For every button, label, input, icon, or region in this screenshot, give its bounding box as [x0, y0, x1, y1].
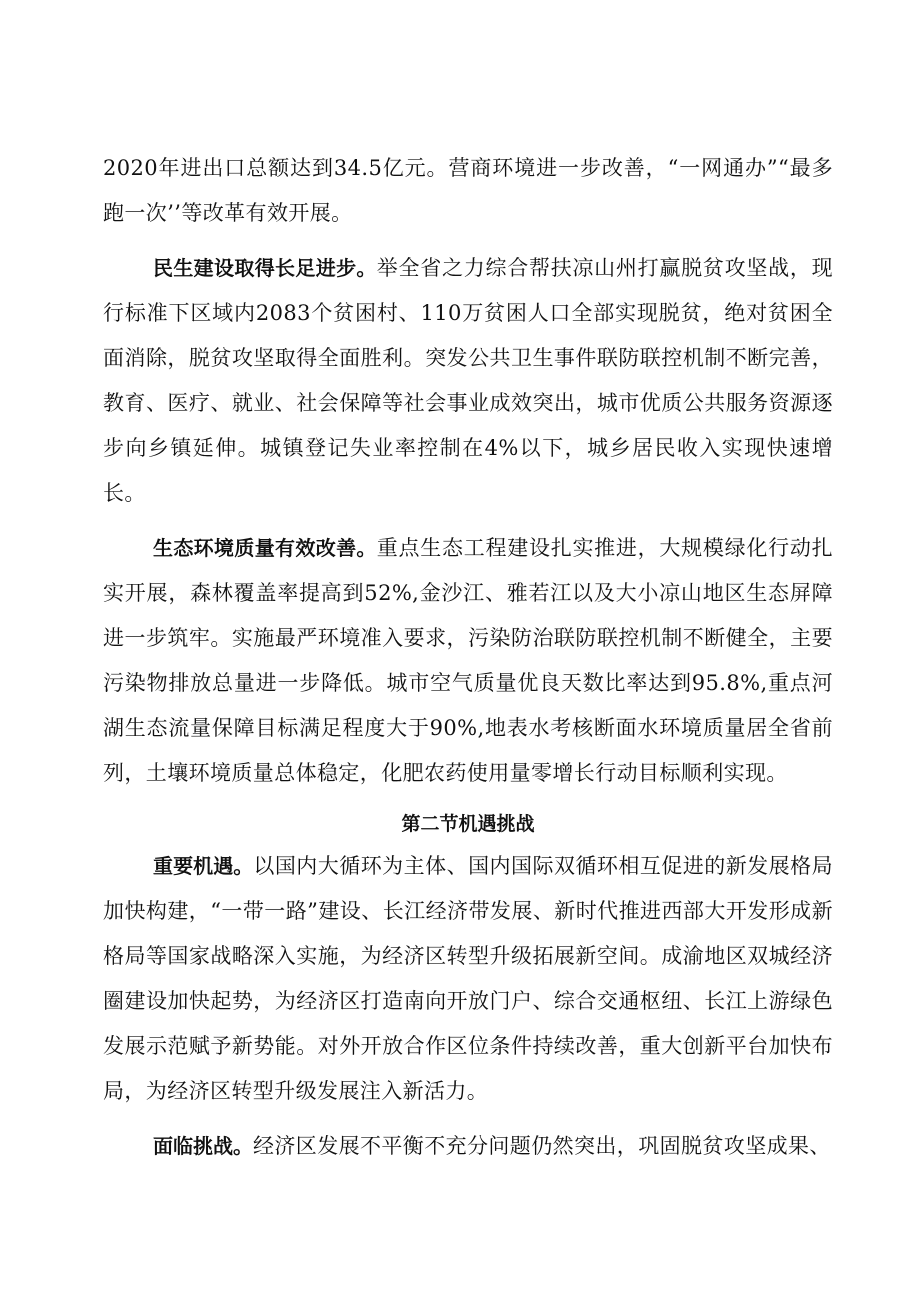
paragraph-lead-heading: 面临挑战。 [153, 1134, 253, 1158]
paragraph-livelihood [103, 246, 833, 516]
paragraph-lead-heading: 生态环境质量有效改善。 [153, 536, 377, 560]
paragraph-challenges [103, 1124, 833, 1169]
paragraph-ecology [103, 526, 833, 796]
paragraph-text: 2020年进出口总额达到34.5亿元。营商环境进一步改善，“一网通办”“最多跑一次’’等改革有效开展。 [103, 156, 833, 225]
paragraph-text: 经济区发展不平衡不充分问题仍然突出，巩固脱贫攻坚成果、 [253, 1134, 831, 1158]
paragraph-text: 举全省之力综合帮扶凉山州打赢脱贫攻坚战，现行标准下区域内2083个贫困村、110万贫困人口全部实现脱贫，绝对贫困全面消除，脱贫攻坚取得全面胜利。突发公共卫生事件联防联控机制不断完善，教育、医疗、就业、社会保障等社会事业成效突出，城市优质公共服务资源逐步向乡镇延伸。城镇登记失业率控制在4%以下，城乡居民收入实现快速增长。 [103, 256, 833, 505]
document-page [103, 146, 833, 1169]
paragraph-text: 以国内大循环为主体、国内国际双循环相互促进的新发展格局加快构建，“一带一路”建设、长江经济带发展、新时代推进西部大开发形成新格局等国家战略深入实施，为经济区转型升级拓展新空间。成渝地区双城经济圈建设加快起势，为经济区打造南向开放门户、综合交通枢纽、长江上游绿色发展示范赋予新势能。对外开放合作区位条件持续改善，重大创新平台加快布局，为经济区转型升级发展注入新活力。 [103, 854, 833, 1103]
paragraph-trade-continuation [103, 146, 833, 236]
paragraph-text: 重点生态工程建设扎实推进，大规模绿化行动扎实开展，森林覆盖率提高到52%,金沙江、雅若江以及大小凉山地区生态屏障进一步筑牢。实施最严环境准入要求，污染防治联防联控机制不断健全，主要污染物排放总量进一步降低。城市空气质量优良天数比率达到95.8%,重点河湖生态流量保障目标满足程度大于90%,地表水考核断面水环境质量居全省前列，土壤环境质量总体稳定，化肥农药使用量零增长行动目标顺利实现。 [103, 536, 833, 785]
paragraph-lead-heading: 重要机遇。 [153, 854, 254, 878]
section-title: 第二节机遇挑战 [401, 813, 535, 835]
paragraph-opportunities [103, 844, 833, 1114]
paragraph-lead-heading: 民生建设取得长足进步。 [153, 256, 377, 280]
